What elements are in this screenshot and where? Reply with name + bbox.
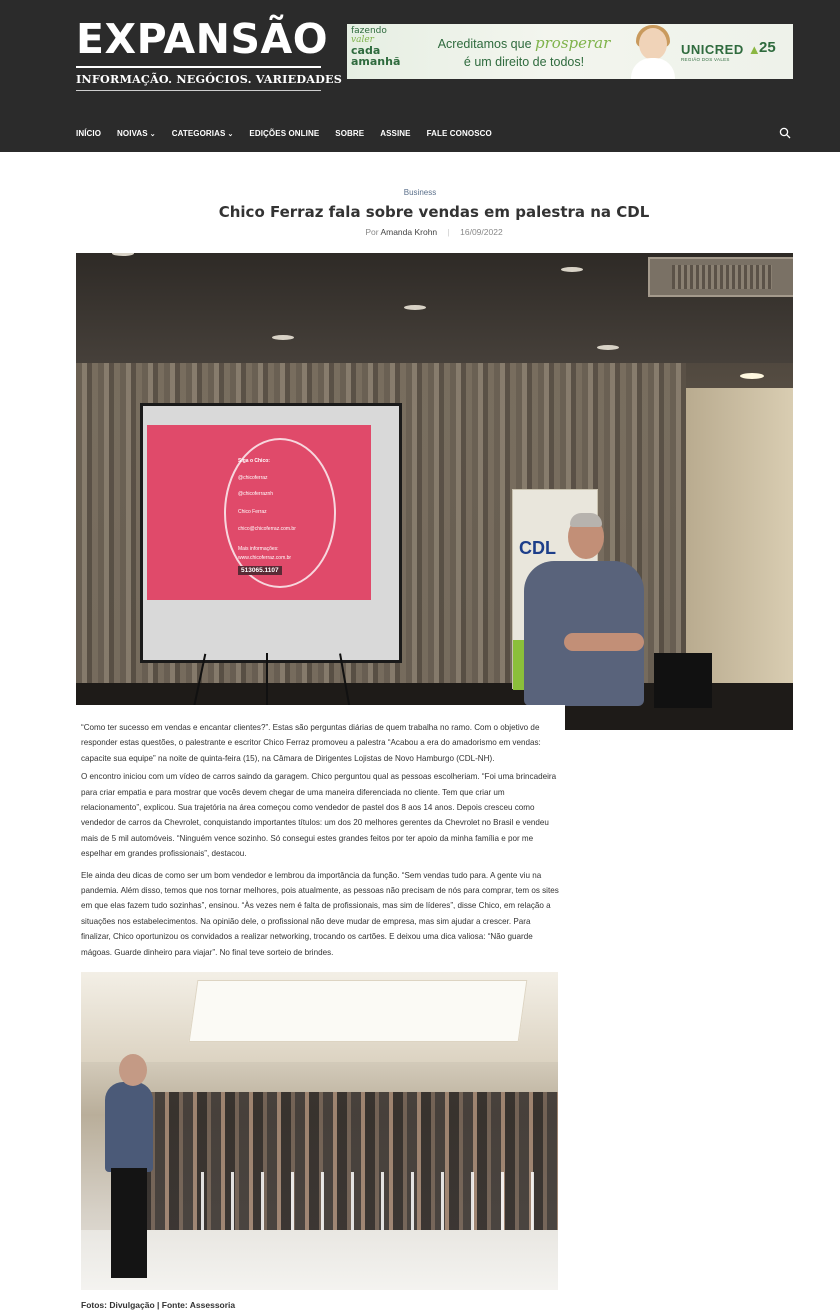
article-paragraph: Ele ainda deu dicas de como ser um bom vendedor e lembrou da importância da função. “Sem vendas tudo para. A gente viu na pandemia. Além disso, temos que nos tornar melhores, pois atualmente, as pessoas não precisam de nós para comprar, tem os sites em que elas fazem tudo sozinhas”, ensinou. “Às vezes nem é falta de profissionais, mas sim de líderes”, disse Chico, em relação a situações nos estabelecimentos. Na opinião dele, o profissional não deve mudar de empresa, mas sim ajudar a crescer. Para finalizar, Chico oportunizou os convidados a realizar networking, trocando os cartões. E deixou uma dica valiosa: “Não guarde mágoas. Guarde dinheiro para viajar”. No final teve sorteio de brindes. [81, 870, 559, 957]
banner-anniversary [759, 39, 776, 56]
slide-heading: Siga o Chico: [238, 458, 270, 464]
banner-slogan-line: fazendo [351, 26, 387, 36]
logo-divider-bottom [76, 90, 321, 91]
audience-photo [81, 972, 558, 1290]
nav-label: NOIVAS [117, 128, 148, 138]
nav-label: INÍCIO [76, 128, 102, 138]
nav-label: CATEGORIAS [171, 128, 226, 138]
cdl-banner-text: CDL [519, 538, 556, 558]
slide-site: www.chicoferraz.com.br [238, 555, 292, 561]
article-author[interactable]: Amanda Krohn [380, 227, 438, 237]
article-paragraph: O encontro iniciou com um vídeo de carros saindo da garagem. Chico perguntou qual as pessoas escolheriam. “Foi uma brincadeira para criar empatia e para mostrar que vocês devem chegar de uma maneira diferenciada no cliente. Tem que criar um relacionamento”, explicou. Sua trajetória na área começou como vendedor de pastel dos 8 aos 14 anos. Depois cresceu como vendedor de carros da Chevrolet, conquistando importantes títulos: um dos 20 melhores gerentes da Chevrolet no Brasil e vendeu mais de 5 mil automóveis. “Ninguém vence sozinho. Só consegui estes grandes feitos por ter apoio da minha família e por me espelhar em grandes profissionais”, destacou. [81, 772, 557, 859]
banner-slogan-line: amanhã [351, 55, 401, 68]
nav-item-sobre[interactable] [335, 129, 364, 138]
banner-message [429, 34, 619, 71]
site-logo[interactable] [76, 15, 343, 94]
nav-item-fale-conosco[interactable] [427, 129, 492, 138]
logo-tagline: INFORMAÇÃO. NEGÓCIOS. VARIEDADES [76, 72, 343, 86]
banner-text-after: é um direito de todos! [463, 55, 585, 69]
banner-anniversary-number: 25 [759, 39, 776, 56]
slide-item: @chicoferraz [238, 475, 268, 481]
meta-separator: | [447, 227, 450, 237]
logo-divider [76, 66, 321, 68]
chevron-down-icon: ⌄ [149, 130, 156, 138]
main-nav [76, 124, 508, 142]
article-paragraph: “Como ter sucesso em vendas e encantar clientes?”. Estas são perguntas diárias de quem trabalha no ramo. Com o objetivo de responder estas questões, o palestrante e escritor Chico Ferraz promoveu a palestra “Acabou a era do amadorismo em vendas: capacite sua equipe” na noite de quinta-feira (15), na Câmara de Dirigentes Lojistas de Novo Hamburgo (CDL-NH). [81, 723, 541, 763]
banner-ad[interactable] [347, 24, 793, 79]
banner-brand [681, 42, 761, 57]
nav-label: EDIÇÕES ONLINE [249, 128, 320, 138]
banner-text-before: Acreditamos que [437, 37, 532, 51]
banner-brand-sub: REGIÃO DOS VALES [681, 57, 730, 62]
byline-prefix: Por [365, 227, 379, 237]
banner-slogan [351, 27, 415, 77]
slide-phone: 513065.1107 [238, 566, 282, 575]
nav-label: SOBRE [335, 128, 365, 138]
slide-item: @chicoferraznh [238, 491, 274, 497]
slide-item: chico@chicoferraz.com.br [238, 526, 296, 532]
nav-item-noivas[interactable] [117, 129, 156, 138]
nav-item-assine[interactable] [380, 129, 410, 138]
hero-photo [76, 253, 793, 730]
site-header [0, 0, 840, 152]
article-body [81, 720, 561, 963]
nav-item-categorias[interactable] [172, 129, 234, 138]
banner-slogan-line: cada [351, 44, 381, 57]
article-category[interactable]: Business [403, 188, 437, 197]
nav-label: FALE CONOSCO [426, 128, 492, 138]
nav-label: ASSINE [380, 128, 411, 138]
banner-person-image [625, 24, 681, 79]
banner-brand-text: UNICRED [681, 42, 744, 57]
triangle-logo-icon: ▲ [747, 42, 762, 57]
nav-item-edicoes-online[interactable] [249, 129, 319, 138]
logo-name: EXPANSÃO [76, 15, 329, 63]
banner-slogan-line: valer [351, 35, 374, 45]
chevron-down-icon: ⌄ [227, 130, 234, 138]
nav-item-inicio[interactable] [76, 129, 101, 138]
photo-caption: Fotos: Divulgação | Fonte: Assessoria [81, 1300, 236, 1310]
article-title: Chico Ferraz fala sobre vendas em palestra na CDL [218, 203, 650, 221]
search-icon[interactable] [779, 127, 791, 139]
article-date: 16/09/2022 [460, 227, 503, 237]
banner-text-highlight: prosperar [535, 34, 611, 52]
slide-more-info: Mais informações: [238, 546, 279, 552]
slide-item: Chico Ferraz [238, 509, 267, 515]
article-meta [0, 227, 840, 237]
